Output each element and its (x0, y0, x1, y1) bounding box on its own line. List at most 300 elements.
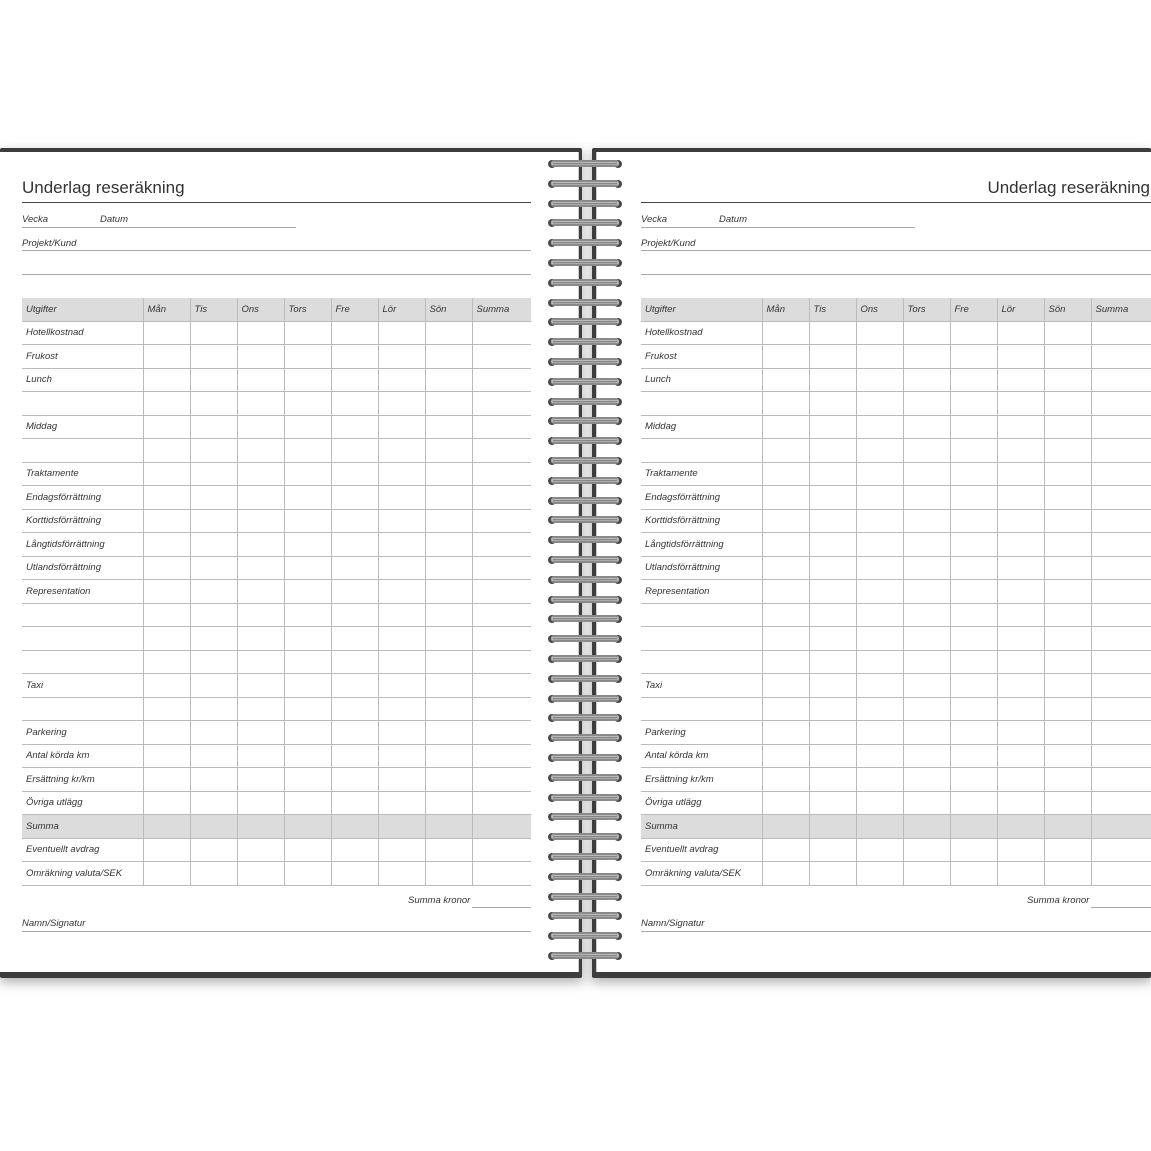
entry-cell[interactable] (856, 603, 903, 627)
entry-cell[interactable] (856, 556, 903, 580)
entry-cell[interactable] (903, 815, 950, 839)
entry-cell[interactable] (284, 603, 331, 627)
entry-cell[interactable] (143, 862, 190, 886)
entry-cell[interactable] (143, 533, 190, 557)
entry-cell[interactable] (903, 533, 950, 557)
entry-cell[interactable] (331, 439, 378, 463)
entry-cell[interactable] (997, 791, 1044, 815)
entry-cell[interactable] (190, 674, 237, 698)
entry-cell[interactable] (903, 415, 950, 439)
entry-cell[interactable] (284, 838, 331, 862)
entry-cell[interactable] (425, 533, 472, 557)
entry-cell[interactable] (425, 415, 472, 439)
entry-cell[interactable] (1044, 627, 1091, 651)
entry-cell[interactable] (378, 768, 425, 792)
entry-cell[interactable] (190, 744, 237, 768)
entry-cell[interactable] (997, 721, 1044, 745)
entry-cell[interactable] (1091, 815, 1151, 839)
entry-cell[interactable] (856, 815, 903, 839)
entry-cell[interactable] (190, 392, 237, 416)
entry-cell[interactable] (903, 768, 950, 792)
entry-cell[interactable] (856, 533, 903, 557)
entry-cell[interactable] (950, 744, 997, 768)
entry-cell[interactable] (284, 697, 331, 721)
entry-cell[interactable] (997, 556, 1044, 580)
entry-cell[interactable] (284, 791, 331, 815)
entry-cell[interactable] (284, 439, 331, 463)
entry-cell[interactable] (1091, 768, 1151, 792)
entry-cell[interactable] (997, 650, 1044, 674)
entry-cell[interactable] (809, 674, 856, 698)
entry-cell[interactable] (762, 862, 809, 886)
entry-cell[interactable] (378, 603, 425, 627)
entry-cell[interactable] (997, 345, 1044, 369)
entry-cell[interactable] (903, 744, 950, 768)
entry-cell[interactable] (1044, 580, 1091, 604)
entry-cell[interactable] (237, 321, 284, 345)
entry-cell[interactable] (950, 415, 997, 439)
entry-cell[interactable] (809, 533, 856, 557)
entry-cell[interactable] (378, 815, 425, 839)
entry-cell[interactable] (903, 603, 950, 627)
entry-cell[interactable] (190, 862, 237, 886)
entry-cell[interactable] (950, 627, 997, 651)
entry-cell[interactable] (997, 768, 1044, 792)
entry-cell[interactable] (1091, 838, 1151, 862)
entry-cell[interactable] (425, 321, 472, 345)
entry-cell[interactable] (903, 721, 950, 745)
entry-cell[interactable] (809, 721, 856, 745)
entry-cell[interactable] (1091, 392, 1151, 416)
entry-cell[interactable] (762, 697, 809, 721)
entry-cell[interactable] (284, 345, 331, 369)
entry-cell[interactable] (237, 439, 284, 463)
entry-cell[interactable] (903, 462, 950, 486)
entry-cell[interactable] (237, 862, 284, 886)
entry-cell[interactable] (950, 556, 997, 580)
entry-cell[interactable] (950, 862, 997, 886)
entry-cell[interactable] (284, 650, 331, 674)
entry-cell[interactable] (809, 791, 856, 815)
entry-cell[interactable] (1091, 627, 1151, 651)
entry-cell[interactable] (190, 768, 237, 792)
entry-cell[interactable] (997, 744, 1044, 768)
entry-cell[interactable] (762, 368, 809, 392)
entry-cell[interactable] (903, 697, 950, 721)
entry-cell[interactable] (856, 439, 903, 463)
entry-cell[interactable] (809, 627, 856, 651)
entry-cell[interactable] (1044, 838, 1091, 862)
entry-cell[interactable] (143, 345, 190, 369)
entry-cell[interactable] (472, 415, 531, 439)
entry-cell[interactable] (190, 650, 237, 674)
entry-cell[interactable] (856, 862, 903, 886)
entry-cell[interactable] (284, 462, 331, 486)
entry-cell[interactable] (809, 768, 856, 792)
entry-cell[interactable] (331, 838, 378, 862)
entry-cell[interactable] (331, 768, 378, 792)
entry-cell[interactable] (762, 321, 809, 345)
entry-cell[interactable] (1044, 462, 1091, 486)
entry-cell[interactable] (143, 697, 190, 721)
entry-cell[interactable] (856, 321, 903, 345)
entry-cell[interactable] (762, 415, 809, 439)
entry-cell[interactable] (143, 627, 190, 651)
entry-cell[interactable] (1044, 768, 1091, 792)
entry-cell[interactable] (190, 509, 237, 533)
entry-cell[interactable] (190, 627, 237, 651)
entry-cell[interactable] (378, 392, 425, 416)
entry-cell[interactable] (284, 486, 331, 510)
entry-cell[interactable] (997, 462, 1044, 486)
entry-cell[interactable] (284, 744, 331, 768)
entry-cell[interactable] (1091, 415, 1151, 439)
entry-cell[interactable] (425, 721, 472, 745)
entry-cell[interactable] (903, 368, 950, 392)
entry-cell[interactable] (190, 415, 237, 439)
entry-cell[interactable] (425, 674, 472, 698)
entry-cell[interactable] (143, 509, 190, 533)
entry-cell[interactable] (1091, 744, 1151, 768)
entry-cell[interactable] (997, 603, 1044, 627)
entry-cell[interactable] (950, 486, 997, 510)
entry-cell[interactable] (237, 744, 284, 768)
entry-cell[interactable] (425, 439, 472, 463)
entry-cell[interactable] (284, 815, 331, 839)
entry-cell[interactable] (143, 321, 190, 345)
entry-cell[interactable] (237, 627, 284, 651)
entry-cell[interactable] (762, 721, 809, 745)
entry-cell[interactable] (425, 815, 472, 839)
entry-cell[interactable] (284, 768, 331, 792)
entry-cell[interactable] (997, 838, 1044, 862)
entry-cell[interactable] (1091, 580, 1151, 604)
entry-cell[interactable] (997, 580, 1044, 604)
entry-cell[interactable] (378, 627, 425, 651)
entry-cell[interactable] (856, 721, 903, 745)
entry-cell[interactable] (425, 509, 472, 533)
entry-cell[interactable] (809, 509, 856, 533)
entry-cell[interactable] (237, 392, 284, 416)
entry-cell[interactable] (425, 650, 472, 674)
entry-cell[interactable] (809, 556, 856, 580)
entry-cell[interactable] (809, 580, 856, 604)
entry-cell[interactable] (472, 392, 531, 416)
entry-cell[interactable] (856, 627, 903, 651)
entry-cell[interactable] (950, 815, 997, 839)
entry-cell[interactable] (762, 439, 809, 463)
entry-cell[interactable] (284, 674, 331, 698)
entry-cell[interactable] (472, 345, 531, 369)
entry-cell[interactable] (903, 439, 950, 463)
entry-cell[interactable] (903, 791, 950, 815)
entry-cell[interactable] (284, 862, 331, 886)
entry-cell[interactable] (903, 627, 950, 651)
entry-cell[interactable] (1044, 368, 1091, 392)
entry-cell[interactable] (378, 862, 425, 886)
entry-cell[interactable] (472, 838, 531, 862)
entry-cell[interactable] (143, 392, 190, 416)
entry-cell[interactable] (237, 462, 284, 486)
entry-cell[interactable] (762, 462, 809, 486)
entry-cell[interactable] (331, 368, 378, 392)
entry-cell[interactable] (950, 674, 997, 698)
entry-cell[interactable] (472, 650, 531, 674)
entry-cell[interactable] (1044, 697, 1091, 721)
entry-cell[interactable] (425, 580, 472, 604)
entry-cell[interactable] (378, 368, 425, 392)
entry-cell[interactable] (1091, 603, 1151, 627)
entry-cell[interactable] (856, 580, 903, 604)
entry-cell[interactable] (903, 556, 950, 580)
entry-cell[interactable] (143, 721, 190, 745)
entry-cell[interactable] (1044, 533, 1091, 557)
entry-cell[interactable] (1044, 791, 1091, 815)
entry-cell[interactable] (284, 556, 331, 580)
entry-cell[interactable] (1091, 862, 1151, 886)
entry-cell[interactable] (237, 345, 284, 369)
entry-cell[interactable] (809, 415, 856, 439)
entry-cell[interactable] (950, 439, 997, 463)
entry-cell[interactable] (856, 838, 903, 862)
entry-cell[interactable] (472, 674, 531, 698)
entry-cell[interactable] (284, 627, 331, 651)
entry-cell[interactable] (1091, 439, 1151, 463)
entry-cell[interactable] (472, 791, 531, 815)
entry-cell[interactable] (143, 486, 190, 510)
entry-cell[interactable] (472, 533, 531, 557)
entry-cell[interactable] (809, 744, 856, 768)
entry-cell[interactable] (190, 462, 237, 486)
entry-cell[interactable] (950, 768, 997, 792)
entry-cell[interactable] (237, 815, 284, 839)
entry-cell[interactable] (472, 368, 531, 392)
entry-cell[interactable] (331, 321, 378, 345)
entry-cell[interactable] (143, 368, 190, 392)
entry-cell[interactable] (237, 650, 284, 674)
entry-cell[interactable] (762, 556, 809, 580)
entry-cell[interactable] (762, 838, 809, 862)
entry-cell[interactable] (950, 721, 997, 745)
entry-cell[interactable] (190, 721, 237, 745)
entry-cell[interactable] (903, 509, 950, 533)
entry-cell[interactable] (950, 345, 997, 369)
entry-cell[interactable] (237, 721, 284, 745)
entry-cell[interactable] (1091, 345, 1151, 369)
entry-cell[interactable] (1091, 462, 1151, 486)
entry-cell[interactable] (143, 791, 190, 815)
entry-cell[interactable] (284, 368, 331, 392)
entry-cell[interactable] (809, 486, 856, 510)
entry-cell[interactable] (1044, 650, 1091, 674)
entry-cell[interactable] (190, 580, 237, 604)
entry-cell[interactable] (284, 721, 331, 745)
entry-cell[interactable] (809, 345, 856, 369)
entry-cell[interactable] (378, 321, 425, 345)
entry-cell[interactable] (1044, 509, 1091, 533)
entry-cell[interactable] (1044, 721, 1091, 745)
entry-cell[interactable] (1044, 415, 1091, 439)
entry-cell[interactable] (378, 697, 425, 721)
entry-cell[interactable] (143, 580, 190, 604)
entry-cell[interactable] (378, 791, 425, 815)
entry-cell[interactable] (190, 556, 237, 580)
entry-cell[interactable] (1091, 697, 1151, 721)
entry-cell[interactable] (762, 815, 809, 839)
entry-cell[interactable] (425, 791, 472, 815)
entry-cell[interactable] (331, 462, 378, 486)
entry-cell[interactable] (997, 321, 1044, 345)
entry-cell[interactable] (143, 674, 190, 698)
entry-cell[interactable] (1044, 321, 1091, 345)
entry-cell[interactable] (425, 697, 472, 721)
entry-cell[interactable] (762, 392, 809, 416)
entry-cell[interactable] (950, 321, 997, 345)
entry-cell[interactable] (143, 744, 190, 768)
entry-cell[interactable] (856, 744, 903, 768)
entry-cell[interactable] (472, 462, 531, 486)
entry-cell[interactable] (237, 556, 284, 580)
entry-cell[interactable] (425, 603, 472, 627)
entry-cell[interactable] (331, 815, 378, 839)
entry-cell[interactable] (472, 721, 531, 745)
entry-cell[interactable] (903, 862, 950, 886)
entry-cell[interactable] (331, 744, 378, 768)
entry-cell[interactable] (425, 627, 472, 651)
entry-cell[interactable] (331, 556, 378, 580)
entry-cell[interactable] (950, 533, 997, 557)
entry-cell[interactable] (903, 321, 950, 345)
entry-cell[interactable] (809, 462, 856, 486)
entry-cell[interactable] (856, 486, 903, 510)
entry-cell[interactable] (950, 392, 997, 416)
entry-cell[interactable] (1044, 556, 1091, 580)
entry-cell[interactable] (1091, 791, 1151, 815)
entry-cell[interactable] (1091, 486, 1151, 510)
entry-cell[interactable] (331, 486, 378, 510)
entry-cell[interactable] (378, 721, 425, 745)
entry-cell[interactable] (950, 462, 997, 486)
entry-cell[interactable] (378, 650, 425, 674)
entry-cell[interactable] (1091, 509, 1151, 533)
entry-cell[interactable] (1091, 556, 1151, 580)
entry-cell[interactable] (472, 697, 531, 721)
entry-cell[interactable] (143, 415, 190, 439)
entry-cell[interactable] (331, 509, 378, 533)
entry-cell[interactable] (472, 768, 531, 792)
entry-cell[interactable] (762, 768, 809, 792)
entry-cell[interactable] (1044, 603, 1091, 627)
entry-cell[interactable] (378, 580, 425, 604)
entry-cell[interactable] (331, 345, 378, 369)
entry-cell[interactable] (950, 650, 997, 674)
entry-cell[interactable] (1044, 862, 1091, 886)
entry-cell[interactable] (997, 627, 1044, 651)
entry-cell[interactable] (472, 580, 531, 604)
entry-cell[interactable] (856, 697, 903, 721)
entry-cell[interactable] (950, 838, 997, 862)
entry-cell[interactable] (237, 486, 284, 510)
entry-cell[interactable] (378, 345, 425, 369)
entry-cell[interactable] (472, 509, 531, 533)
entry-cell[interactable] (190, 815, 237, 839)
entry-cell[interactable] (1091, 674, 1151, 698)
entry-cell[interactable] (190, 368, 237, 392)
entry-cell[interactable] (903, 838, 950, 862)
entry-cell[interactable] (809, 603, 856, 627)
entry-cell[interactable] (1091, 533, 1151, 557)
entry-cell[interactable] (472, 556, 531, 580)
entry-cell[interactable] (903, 345, 950, 369)
entry-cell[interactable] (143, 838, 190, 862)
entry-cell[interactable] (284, 321, 331, 345)
entry-cell[interactable] (331, 674, 378, 698)
entry-cell[interactable] (1044, 815, 1091, 839)
entry-cell[interactable] (997, 815, 1044, 839)
entry-cell[interactable] (950, 368, 997, 392)
entry-cell[interactable] (903, 674, 950, 698)
entry-cell[interactable] (809, 838, 856, 862)
entry-cell[interactable] (190, 439, 237, 463)
entry-cell[interactable] (237, 674, 284, 698)
entry-cell[interactable] (378, 415, 425, 439)
entry-cell[interactable] (378, 533, 425, 557)
entry-cell[interactable] (903, 486, 950, 510)
entry-cell[interactable] (762, 603, 809, 627)
entry-cell[interactable] (1044, 439, 1091, 463)
entry-cell[interactable] (331, 627, 378, 651)
entry-cell[interactable] (284, 415, 331, 439)
entry-cell[interactable] (425, 862, 472, 886)
entry-cell[interactable] (762, 650, 809, 674)
entry-cell[interactable] (762, 486, 809, 510)
entry-cell[interactable] (997, 368, 1044, 392)
entry-cell[interactable] (331, 697, 378, 721)
entry-cell[interactable] (950, 791, 997, 815)
entry-cell[interactable] (762, 791, 809, 815)
entry-cell[interactable] (809, 368, 856, 392)
entry-cell[interactable] (378, 744, 425, 768)
entry-cell[interactable] (237, 415, 284, 439)
entry-cell[interactable] (143, 650, 190, 674)
entry-cell[interactable] (950, 697, 997, 721)
entry-cell[interactable] (1044, 744, 1091, 768)
entry-cell[interactable] (331, 415, 378, 439)
entry-cell[interactable] (997, 439, 1044, 463)
entry-cell[interactable] (997, 674, 1044, 698)
entry-cell[interactable] (1091, 321, 1151, 345)
entry-cell[interactable] (472, 815, 531, 839)
entry-cell[interactable] (997, 509, 1044, 533)
entry-cell[interactable] (809, 392, 856, 416)
entry-cell[interactable] (997, 486, 1044, 510)
entry-cell[interactable] (856, 768, 903, 792)
entry-cell[interactable] (237, 368, 284, 392)
entry-cell[interactable] (237, 838, 284, 862)
entry-cell[interactable] (190, 486, 237, 510)
entry-cell[interactable] (237, 603, 284, 627)
entry-cell[interactable] (378, 439, 425, 463)
entry-cell[interactable] (472, 321, 531, 345)
entry-cell[interactable] (1044, 392, 1091, 416)
entry-cell[interactable] (472, 439, 531, 463)
entry-cell[interactable] (950, 603, 997, 627)
entry-cell[interactable] (378, 486, 425, 510)
entry-cell[interactable] (143, 556, 190, 580)
entry-cell[interactable] (1091, 650, 1151, 674)
entry-cell[interactable] (143, 768, 190, 792)
entry-cell[interactable] (856, 791, 903, 815)
